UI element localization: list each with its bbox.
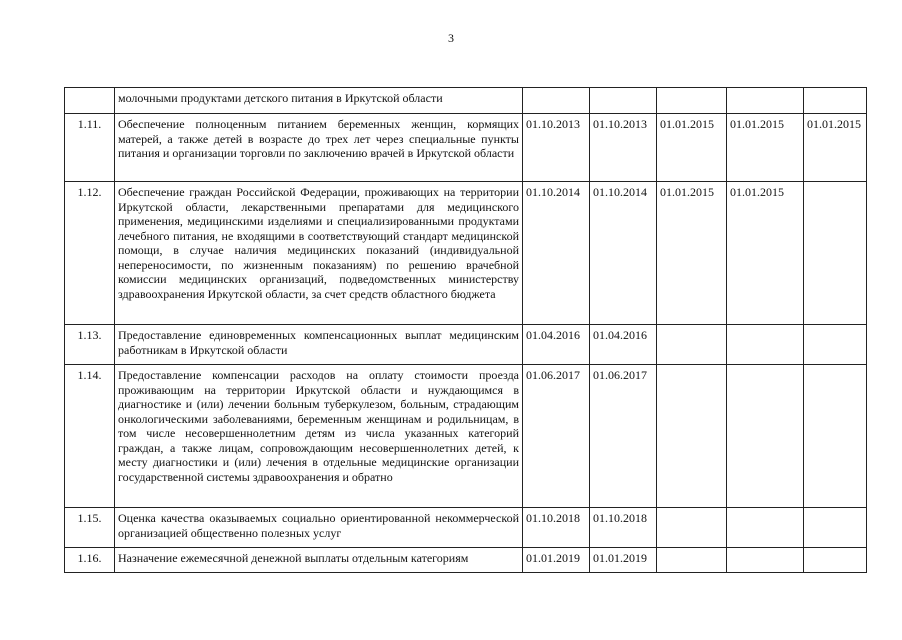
date-cell: 01.01.2015 <box>727 182 804 325</box>
date-cell: 01.01.2015 <box>657 182 727 325</box>
date-cell <box>727 325 804 365</box>
date-cell <box>804 325 867 365</box>
row-number: 1.16. <box>65 548 115 573</box>
table-row <box>65 88 867 114</box>
date-cell: 01.10.2018 <box>523 508 590 548</box>
table-row <box>65 365 867 508</box>
date-cell: 01.01.2015 <box>804 114 867 182</box>
date-cell <box>804 182 867 325</box>
date-cell <box>657 508 727 548</box>
date-cell <box>804 365 867 508</box>
date-cell <box>727 365 804 508</box>
row-number: 1.15. <box>65 508 115 548</box>
date-cell: 01.10.2013 <box>523 114 590 182</box>
table-row <box>65 548 867 573</box>
row-number: 1.13. <box>65 325 115 365</box>
date-cell <box>657 325 727 365</box>
date-cell: 01.01.2015 <box>727 114 804 182</box>
table-row <box>65 325 867 365</box>
date-cell <box>804 548 867 573</box>
date-cell: 01.10.2018 <box>590 508 657 548</box>
row-description: Предоставление единовременных компенсационных выплат медицинским работникам в Иркутской области <box>115 325 523 365</box>
row-description: молочными продуктами детского питания в Иркутской области <box>115 88 523 114</box>
date-cell <box>727 508 804 548</box>
date-cell <box>657 88 727 114</box>
date-cell: 01.04.2016 <box>523 325 590 365</box>
date-cell <box>657 365 727 508</box>
row-description: Обеспечение граждан Российской Федерации, проживающих на территории Иркутской области, лекарственными препаратами для медицинского применения, медицинскими изделиями и специализированными продуктами лечебного питания, не входящими в соответствующий стандарт медицинской помощи, в случае наличия медицинских показаний (индивидуальной непереносимости, по жизненным показаниям) по решению врачебной комиссии медицинских организаций, подведомственных министерству здравоохранения Иркутской области, за счет средств областного бюджета <box>115 182 523 325</box>
date-cell: 01.06.2017 <box>590 365 657 508</box>
date-cell: 01.01.2019 <box>590 548 657 573</box>
date-cell: 01.01.2019 <box>523 548 590 573</box>
row-description: Предоставление компенсации расходов на оплату стоимости проезда проживающим на территории Иркутской области и нуждающимся в диагностике и (или) лечении больным туберкулезом, больным, страдающим онкологическими заболеваниями, беременным женщинам и родильницам, в том числе несовершеннолетним детям из числа указанных категорий граждан, а также лицам, сопровождающим несовершеннолетних детей, к месту диагностики и (или) лечения в отдельные медицинские организации государственной системы здравоохранения и обратно <box>115 365 523 508</box>
table-body <box>65 88 867 573</box>
date-cell: 01.10.2013 <box>590 114 657 182</box>
table-row <box>65 114 867 182</box>
date-cell: 01.01.2015 <box>657 114 727 182</box>
row-description: Оценка качества оказываемых социально ориентированной некоммерческой организацией общественно полезных услуг <box>115 508 523 548</box>
date-cell: 01.06.2017 <box>523 365 590 508</box>
date-cell <box>657 548 727 573</box>
date-cell: 01.10.2014 <box>523 182 590 325</box>
row-number: 1.11. <box>65 114 115 182</box>
date-cell <box>727 548 804 573</box>
date-cell <box>590 88 657 114</box>
date-cell: 01.04.2016 <box>590 325 657 365</box>
date-cell <box>804 508 867 548</box>
services-table <box>64 87 867 573</box>
page-number: 3 <box>448 31 454 45</box>
table-row <box>65 508 867 548</box>
date-cell <box>804 88 867 114</box>
table-row <box>65 182 867 325</box>
date-cell: 01.10.2014 <box>590 182 657 325</box>
row-number: 1.14. <box>65 365 115 508</box>
row-number <box>65 88 115 114</box>
date-cell <box>727 88 804 114</box>
row-number: 1.12. <box>65 182 115 325</box>
row-description: Обеспечение полноценным питанием беременных женщин, кормящих матерей, а также детей в возрасте до трех лет через специальные пункты питания и организации торговли по заключению врачей в Иркутской области <box>115 114 523 182</box>
row-description: Назначение ежемесячной денежной выплаты отдельным категориям <box>115 548 523 573</box>
date-cell <box>523 88 590 114</box>
